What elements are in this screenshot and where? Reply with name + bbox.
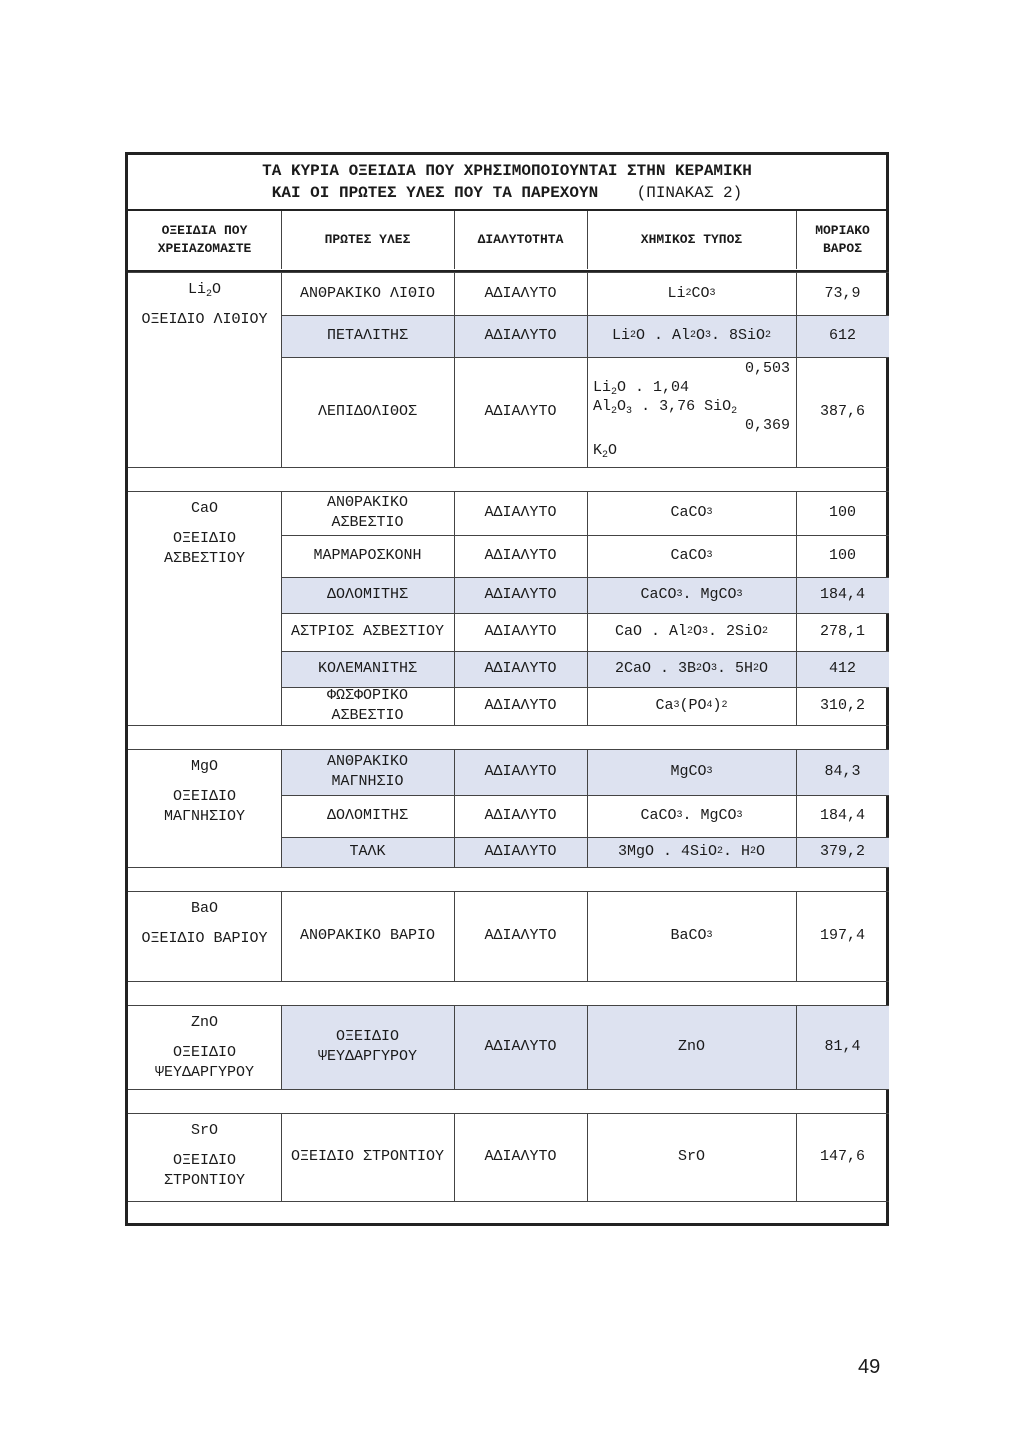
oxide-formula: SrO: [190, 1122, 218, 1139]
formula-cell: CaCO 3: [670, 547, 713, 564]
oxide-name: ΟΞΕΙΔΙΟ ΨΕΥΔΑΡΓΥΡΟΥ: [154, 1044, 255, 1081]
raw-material-cell: ΟΞΕΙΔΙΟ ΣΤΡΟΝΤΙΟΥ: [290, 1148, 445, 1165]
oxide-name: ΟΞΕΙΔΙΟ ΜΑΓΝΗΣΙΟΥ: [163, 788, 245, 825]
raw-material-cell: ΑΝΘΡΑΚΙΚΟ ΑΣΒΕΣΤΙΟ: [326, 494, 408, 531]
oxide-cell: [128, 749, 281, 867]
solubility-cell: ΑΔΙΑΛΥΤΟ: [484, 660, 557, 677]
raw-material-cell: ΟΞΕΙΔΙΟ ΨΕΥΔΑΡΓΥΡΟΥ: [317, 1028, 418, 1065]
formula-cell: SrO: [677, 1148, 705, 1165]
oxide-formula: CaO: [190, 500, 218, 517]
formula-cell: MgCO 3: [670, 763, 713, 780]
raw-material-cell: ΑΝΘΡΑΚΙΚΟ ΛΙΘΙΟ: [299, 284, 436, 302]
raw-material-cell: ΑΝΘΡΑΚΙΚΟ ΒΑΡΙΟ: [299, 927, 436, 944]
oxide-cell: [128, 1113, 281, 1201]
group-bottom-rule: [128, 981, 889, 982]
molecular-weight-cell: 278,1: [819, 623, 865, 640]
formula-cell: CaCO 3: [670, 504, 713, 521]
molecular-weight-cell: 412: [828, 660, 856, 677]
solubility-cell: ΑΔΙΑΛΥΤΟ: [484, 763, 557, 780]
molecular-weight-cell: 379,2: [819, 843, 865, 860]
title-line-2: ΚΑΙ ΟΙ ΠΡΩΤΕΣ ΥΛΕΣ ΠΟΥ ΤΑ ΠΑΡΕΧΟΥΝ: [271, 184, 599, 202]
molecular-weight-cell: 147,6: [819, 1148, 865, 1165]
molecular-weight-cell: 184,4: [819, 807, 865, 824]
raw-material-cell: ΚΟΛΕΜΑΝΙΤΗΣ: [317, 660, 418, 677]
solubility-cell: ΑΔΙΑΛΥΤΟ: [484, 284, 557, 302]
formula-cell: Li 2 CO 3: [667, 284, 716, 302]
molecular-weight-cell: 81,4: [824, 1038, 861, 1055]
group-bottom-rule: [128, 1201, 889, 1202]
oxide-name: ΟΞΕΙΔΙΟ ΑΣΒΕΣΤΙΟΥ: [163, 530, 245, 567]
header-oxides: ΟΞΕΙΔΙΑ ΠΟΥ ΧΡΕΙΑΖΟΜΑΣΤΕ: [157, 223, 252, 256]
header-molecular-weight: ΜΟΡΙΑΚΟ ΒΑΡΟΣ: [815, 223, 870, 256]
column-divider: [454, 211, 455, 269]
formula-line: 0,369: [744, 417, 790, 434]
formula-line: $Al_2O_3$ . 3,76 SiO$_2$: [593, 398, 738, 417]
solubility-cell: ΑΔΙΑΛΥΤΟ: [484, 927, 557, 944]
solubility-cell: ΑΔΙΑΛΥΤΟ: [484, 623, 557, 640]
molecular-weight-cell: 84,3: [824, 763, 861, 780]
raw-material-cell: ΜΑΡΜΑΡΟΣΚΟΝΗ: [313, 547, 422, 564]
formula-line: $K_2O$: [593, 442, 618, 461]
group-bottom-rule: [128, 467, 889, 468]
molecular-weight-cell: 197,4: [819, 927, 865, 944]
solubility-cell: ΑΔΙΑΛΥΤΟ: [484, 504, 557, 521]
solubility-cell: ΑΔΙΑΛΥΤΟ: [484, 1148, 557, 1165]
solubility-cell: ΑΔΙΑΛΥΤΟ: [484, 586, 557, 603]
molecular-weight-cell: 100: [828, 547, 856, 564]
oxide-formula: $Li_2O$: [187, 281, 222, 300]
formula-cell: [593, 359, 790, 465]
table-frame: [125, 152, 889, 1226]
molecular-weight-cell: 387,6: [819, 403, 865, 420]
solubility-cell: ΑΔΙΑΛΥΤΟ: [484, 843, 557, 860]
table-title: [128, 155, 886, 211]
oxide-name: ΟΞΕΙΔΙΟ ΣΤΡΟΝΤΙΟΥ: [163, 1152, 245, 1189]
solubility-cell: ΑΔΙΑΛΥΤΟ: [484, 1038, 557, 1055]
raw-material-cell: ΔΟΛΟΜΙΤΗΣ: [326, 586, 408, 603]
oxide-cell: [128, 491, 281, 725]
title-line-1: ΤΑ ΚΥΡΙΑ ΟΞΕΙΔΙΑ ΠΟΥ ΧΡΗΣΙΜΟΠΟΙΟΥΝΤΑΙ ΣΤΗΝ ΚΕΡΑΜΙΚΗ: [262, 162, 752, 180]
group-bottom-rule: [128, 867, 889, 868]
raw-material-cell: ΛΕΠΙΔΟΛΙΘΟΣ: [317, 403, 418, 420]
oxide-formula: BaO: [190, 900, 218, 917]
raw-material-cell: ΔΟΛΟΜΙΤΗΣ: [326, 807, 408, 824]
header-raw-materials: ΠΡΩΤΕΣ ΥΛΕΣ: [324, 232, 411, 247]
formula-cell: Li 2 O . Al 2 O 3 . 8SiO 2: [611, 327, 772, 344]
column-divider: [587, 211, 588, 269]
header-formula: ΧΗΜΙΚΟΣ ΤΥΠΟΣ: [640, 232, 743, 247]
table-reference: (ΠΙΝΑΚΑΣ 2): [636, 184, 743, 202]
formula-line: $Li_2O$ . 1,04: [593, 379, 690, 398]
formula-cell: 3MgO . 4SiO 2 . H 2 O: [617, 843, 766, 860]
raw-material-cell: ΤΑΛΚ: [349, 843, 386, 860]
molecular-weight-cell: 612: [828, 327, 856, 344]
oxide-cell: [128, 1005, 281, 1089]
column-divider: [281, 211, 282, 269]
molecular-weight-cell: 100: [828, 504, 856, 521]
formula-cell: 2CaO . 3B 2 O 3 . 5H 2 O: [614, 660, 769, 677]
formula-cell: CaCO 3 . MgCO 3: [640, 807, 743, 824]
formula-cell: CaCO 3 . MgCO 3: [640, 586, 743, 603]
oxide-name: ΟΞΕΙΔΙΟ ΒΑΡΙΟΥ: [141, 930, 268, 947]
solubility-cell: ΑΔΙΑΛΥΤΟ: [484, 697, 557, 714]
page-number: 49: [858, 1356, 881, 1378]
solubility-cell: ΑΔΙΑΛΥΤΟ: [484, 807, 557, 824]
group-bottom-rule: [128, 1089, 889, 1090]
oxide-cell: [128, 891, 281, 981]
formula-line: 0,503: [744, 360, 790, 377]
oxide-formula: ZnO: [190, 1014, 218, 1031]
molecular-weight-cell: 184,4: [819, 586, 865, 603]
raw-material-cell: ΑΣΤΡΙΟΣ ΑΣΒΕΣΤΙΟΥ: [290, 623, 445, 640]
raw-material-cell: ΑΝΘΡΑΚΙΚΟ ΜΑΓΝΗΣΙΟ: [326, 753, 408, 790]
formula-cell: BaCO 3: [670, 927, 713, 944]
oxide-formula: MgO: [190, 758, 218, 775]
oxide-name: ΟΞΕΙΔΙΟ ΛΙΘΙΟΥ: [141, 311, 268, 328]
formula-cell: Ca 3 (PO 4 ) 2: [655, 697, 728, 714]
solubility-cell: ΑΔΙΑΛΥΤΟ: [484, 547, 557, 564]
solubility-cell: ΑΔΙΑΛΥΤΟ: [484, 403, 557, 420]
group-bottom-rule: [128, 725, 889, 726]
solubility-cell: ΑΔΙΑΛΥΤΟ: [484, 327, 557, 344]
header-solubility: ΔΙΑΛΥΤΟΤΗΤΑ: [477, 232, 564, 247]
formula-cell: CaO . Al 2 O 3 . 2SiO 2: [614, 623, 769, 640]
molecular-weight-cell: 73,9: [824, 284, 861, 302]
molecular-weight-cell: 310,2: [819, 697, 865, 714]
raw-material-cell: ΠΕΤΑΛΙΤΗΣ: [326, 327, 408, 344]
column-divider: [796, 211, 797, 269]
raw-material-cell: ΦΩΣΦΟΡΙΚΟ ΑΣΒΕΣΤΙΟ: [326, 687, 408, 724]
oxide-cell: [128, 272, 281, 467]
formula-cell: ZnO: [677, 1038, 705, 1055]
